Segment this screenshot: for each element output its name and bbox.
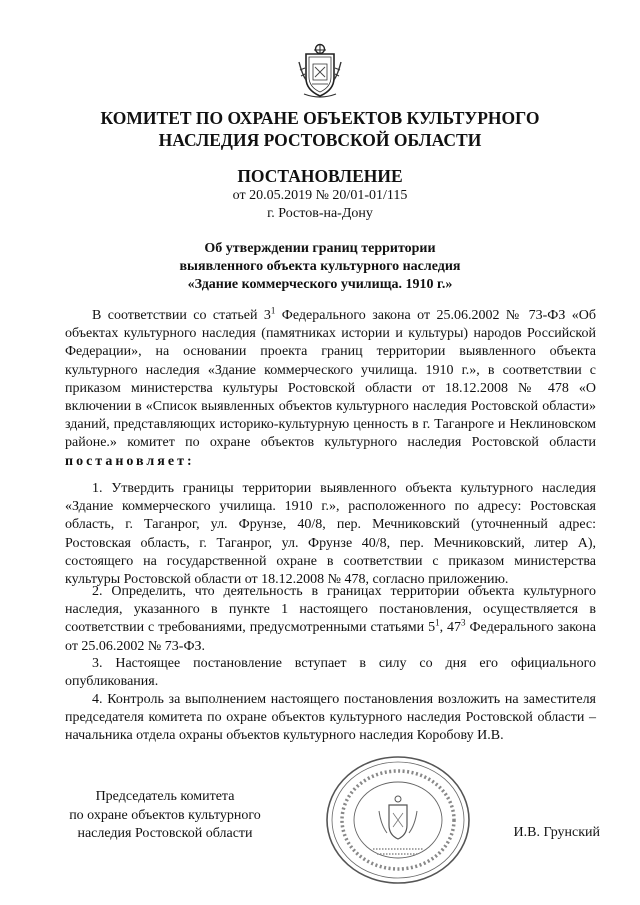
subject-line-3: «Здание коммерческого училища. 1910 г.» — [187, 277, 453, 292]
item-2-text-c: Федерального закона от 25.06.2002 № 73-ФЗ. — [65, 620, 597, 654]
item-2-text-a: 2. Определить, что деятельность в границах территории объекта культурного наследия, указанного в пункте 1 настоящего постановления, осуществляется в соответствии с требованиями, предусмотренными статьями 5 — [65, 584, 596, 636]
document-title: ПОСТАНОВЛЕНИЕ — [237, 166, 403, 186]
item-2-text-b: , 47 — [439, 620, 462, 636]
item-3-paragraph: 3. Настоящее постановление вступает в силу со дня его официального опубликования. — [65, 656, 596, 690]
item-2-paragraph — [65, 583, 596, 656]
issuer-header — [40, 107, 600, 151]
preamble-text-b: Федерального закона от 25.06.2002 № 73-ФЗ «Об объектах культурного наследия (памятниках истории и культуры) народов Российской Федерации», на основании проекта границ территории выявленного объекта культурного наследия «Здание коммерческого училища. 1910 г.», в соответствии с приказом министерства культуры Ростовской области от 18.12.2008 № 478 «О включении в «Список выявленных объектов культурного наследия Ростовской области» зданий, представляющих историко-культурную ценность в г. Таганроге и Неклиновском районе.» комитет по охране объектов культурного наследия Ростовской области — [65, 308, 596, 451]
resolves-word: постановляет: — [65, 453, 195, 469]
signer-position-line-2: по охране объектов культурного — [69, 807, 261, 823]
signer-name: И.В. Грунский — [513, 825, 600, 840]
item-2-superscript-1: 1 — [435, 617, 440, 628]
issuer-line-2: НАСЛЕДИЯ РОСТОВСКОЙ ОБЛАСТИ — [158, 130, 482, 150]
preamble-text-a: В соответствии со статьей 3 — [92, 308, 271, 323]
subject-line-2: выявленного объекта культурного наследия — [179, 259, 461, 274]
document-city: г. Ростов-на-Дону — [267, 206, 373, 221]
preamble-superscript: 1 — [270, 305, 276, 316]
official-seal-icon — [323, 753, 473, 888]
subject-line-1: Об утверждении границ территории — [204, 241, 436, 256]
coat-of-arms-icon — [296, 40, 344, 100]
issuer-line-1: КОМИТЕТ ПО ОХРАНЕ ОБЪЕКТОВ КУЛЬТУРНОГО — [100, 108, 540, 128]
document-subject — [40, 240, 600, 294]
signer-position-line-1: Председатель комитета — [95, 789, 235, 804]
item-1-paragraph: 1. Утвердить границы территории выявленного объекта культурного наследия «Здание коммерческого училища. 1910 г.», расположенного по адресу: Ростовская область, г. Таганрог, ул. Фрунзе, 40/8, пер. Мечниковский (уточненный адрес: Ростовская область, г. Таганрог, ул. Фрунзе 40/8, пер. Мечниковский, литер А), состоящего на государственной охране в соответствии с приказом министерства культуры Ростовской области от 18.12.2008 № 478, согласно приложению. — [65, 481, 596, 588]
signer-position — [55, 788, 275, 844]
document-date-number: от 20.05.2019 № 20/01-01/115 — [232, 188, 408, 203]
item-2-superscript-2: 3 — [461, 617, 466, 628]
signer-position-line-3: наследия Ростовской области — [77, 826, 253, 841]
item-4-paragraph: 4. Контроль за выполнением настоящего постановления возложить на заместителя председателя комитета по охране объектов культурного наследия Ростовской области – начальника отдела охраны объектов культурного наследия Коробову И.В. — [65, 692, 596, 744]
preamble-paragraph — [65, 307, 596, 471]
